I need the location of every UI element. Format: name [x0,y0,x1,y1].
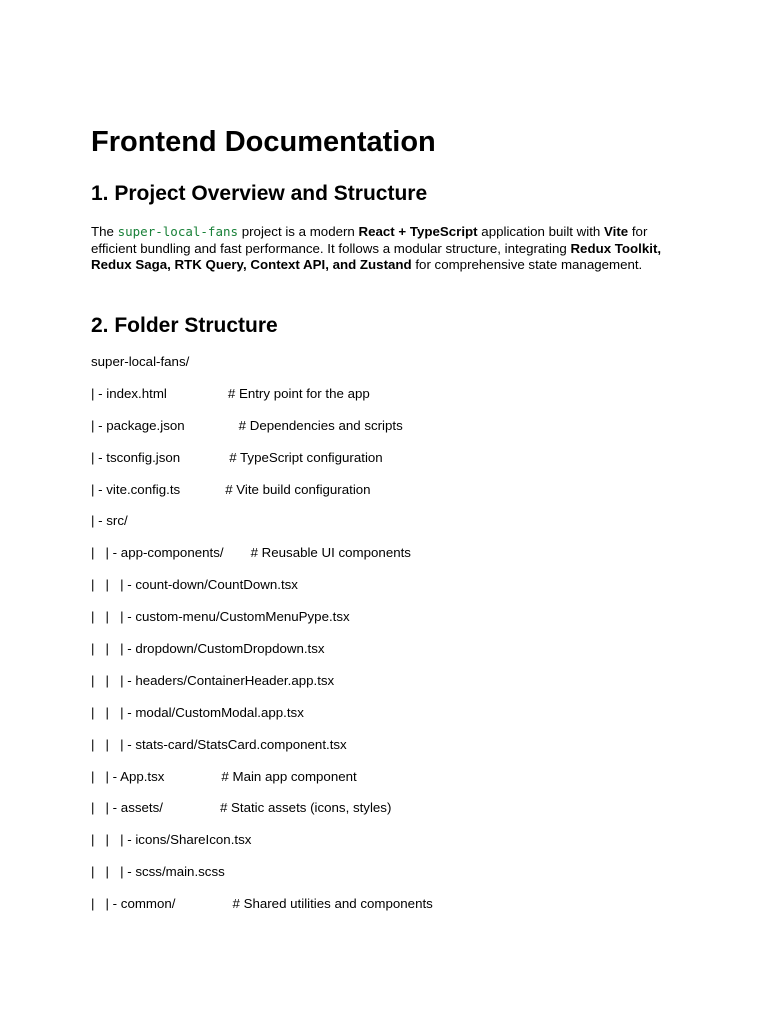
tree-comment: # Main app component [221,768,357,784]
overview-text-4: for efficient bundling and fast performance. It follows a modular structure, integrating [91,224,648,256]
tree-path: | | - app-components/ [91,545,224,561]
tree-path: | - tsconfig.json [91,449,181,465]
tree-line [91,799,433,831]
tree-path: | | | - scss/main.scss [91,864,225,880]
overview-bold-state-libs: Redux Toolkit, Redux Saga, RTK Query, Context API, and Zustand [91,240,662,272]
tree-line [91,863,433,895]
tree-comment: # Dependencies and scripts [238,417,403,433]
tree-comment: # Entry point for the app [227,385,370,401]
tree-line [91,831,433,863]
overview-text-1: The [91,224,118,239]
tree-line [91,512,433,544]
tree-comment: # Shared utilities and components [232,896,433,912]
tree-line [91,895,433,927]
document-title: Frontend Documentation [91,126,436,158]
tree-line [91,736,433,768]
overview-paragraph [91,224,689,274]
tree-comment: # Reusable UI components [250,545,411,561]
tree-comment: # Static assets (icons, styles) [219,800,392,816]
tree-line [91,544,433,576]
tree-path: | | | - icons/ShareIcon.tsx [91,832,252,848]
tree-path: | | | - count-down/CountDown.tsx [91,577,298,593]
tree-path: | | | - modal/CustomModal.app.tsx [91,704,304,720]
overview-bold-stack: React + TypeScript [358,224,478,239]
tree-line [91,353,433,385]
tree-comment: # TypeScript configuration [229,449,383,465]
tree-line [91,672,433,704]
tree-path: | | | - headers/ContainerHeader.app.tsx [91,672,335,688]
section-heading-folder-structure: 2. Folder Structure [91,314,278,337]
tree-path: | - index.html [91,385,167,401]
overview-text-2: project is a modern [238,224,359,239]
tree-line [91,481,433,513]
tree-path: | | | - dropdown/CustomDropdown.tsx [91,641,325,657]
tree-path: | | | - stats-card/StatsCard.component.tsx [91,736,347,752]
tree-path: | | - assets/ [91,800,163,816]
tree-path: | | - App.tsx [91,768,165,784]
tree-line [91,704,433,736]
tree-comment: # Vite build configuration [225,481,371,497]
tree-line [91,449,433,481]
tree-line [91,608,433,640]
tree-line [91,576,433,608]
tree-line [91,768,433,800]
section-heading-overview: 1. Project Overview and Structure [91,182,428,205]
tree-line [91,417,433,449]
tree-line [91,385,433,417]
tree-path: | - src/ [91,513,128,529]
tree-path: | - vite.config.ts [91,481,181,497]
project-name-code: super-local-fans [117,224,239,239]
tree-path: super-local-fans/ [91,354,190,369]
tree-line [91,640,433,672]
tree-path: | | | - custom-menu/CustomMenuPype.tsx [91,609,350,625]
overview-text-3: application built with [477,224,605,239]
tree-path: | | - common/ [91,896,176,912]
folder-tree [91,353,433,927]
overview-bold-vite: Vite [604,224,629,239]
overview-text-5: for comprehensive state management. [411,257,643,272]
tree-path: | - package.json [91,417,185,433]
